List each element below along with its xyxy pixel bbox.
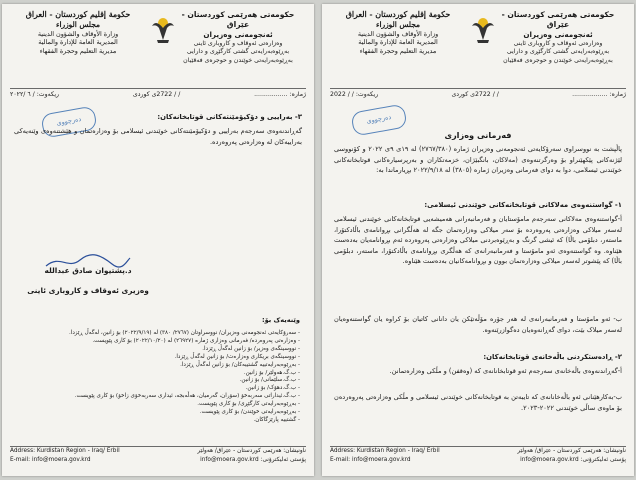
footer-email-en: E-mail: info@moera.gov.krd bbox=[330, 457, 411, 463]
list-item: - ب.گ.ئیداراتی سەربەخۆ (سۆران، گەرمیان، هەڵەبجە، ئیداری سەربەخۆی زاخۆ) بۆ کاری پێویست. bbox=[30, 393, 300, 401]
letterhead-line: مديرية التعليم وحجرة الفقهاء bbox=[39, 46, 117, 55]
issued-stamp: دەرچووی bbox=[40, 105, 97, 138]
list-item: - گشتییە پارێزگاکان. bbox=[30, 417, 300, 425]
letterhead-line: وەزارەتی ئەوقاف و کاروباری ئاینی bbox=[513, 40, 603, 47]
list-item: - بەڕێوەبەرایەتی خوێندن/ بۆ کاری پێویست. bbox=[30, 409, 300, 417]
list-item: - ب.گ.هەولێر/ بۆ زانین. bbox=[30, 370, 300, 378]
letterhead-line: حكومة إقليم كوردستان - العراق bbox=[25, 10, 131, 19]
issued-stamp: دەرچووی bbox=[350, 103, 407, 136]
page-footer bbox=[10, 446, 306, 470]
document-page-1 bbox=[322, 4, 634, 476]
footer-email-ku: پۆستی ئەلیکترۆنی: info@moera.gov.krd bbox=[200, 457, 306, 463]
letterhead-line: حکومەتی هەرێمی کوردستان - عێراق bbox=[181, 10, 295, 29]
list-item: - ب.گ.دهۆک/ بۆ زانین. bbox=[30, 385, 300, 393]
list-item: - سەرۆکایەتی ئەنجومەنی وەزیران/ نووسراوتان (٢٧٦٧/ ٣٨٠) لە (٢٠٢٢/٩/١٩) بۆ زانین، لەگەڵ ڕێزدا. bbox=[30, 330, 300, 338]
section-1-a: أ-گواستنەوەی مەلاکانی سەرجەم مامۆستایان و فەرمانبەرانی هەمیشەیی قوتابخانەکانی خوێندنی ئیسلامی لەسەر میلاکی وەزارەتی پەروەردە بۆ سەر میلاکی وەزارەتمان جگە لە هەڵگرانی بڕوانامەی باڵادکتۆرا، ماستەر، دبلۆمی باڵا) کە ئیشی گرنگ و بەڕێوەبردنی میلاکی وەزارەتی پەروەردە ئەم بڕوانامەیان بەدەست هێناوە. وە گواستنەوەی ئەو مامۆستا و فەرمانبەرانەی کە هەڵگری بڕوانامەی باڵادکتۆرا، ماستەر، دبلۆمی باڵا) کە پێشوتر لەسەر میلاکی وەزارەتمان بوون و بڕوانامەکانیان بەدەست هێناوە. bbox=[334, 215, 622, 266]
list-item: - بەڕێوەبەرایەتییە گشتییەکان/ بۆ زانین لەگەڵ ڕێزدا. bbox=[30, 362, 300, 370]
ref-date: ریکەوت: / / 2022 bbox=[330, 91, 379, 98]
kurdistan-emblem-icon bbox=[150, 14, 176, 44]
letterhead-line: مجلس الوزراء bbox=[56, 20, 100, 29]
section-3-title: ٣- بەراییی و دۆکیۆمێنتەکانی قوتابخانەکان: bbox=[157, 113, 302, 121]
document-page-2 bbox=[2, 4, 314, 476]
section-1-title: ١- گواستنەوەی مەلاکانی قوتابخانەکانی خوێندنی ئیسلامی: bbox=[424, 201, 622, 209]
list-item: - نووسینگەی وەزیر/ بۆ زانین لەگەڵ ڕێزدا. bbox=[30, 346, 300, 354]
signature-title: وەزیری ئەوقاف و کاروباری ئاینی bbox=[27, 286, 149, 295]
list-item: - نووسینگەی بریکاری وەزارەت/ بۆ زانین لەگەڵ ڕێزدا. bbox=[30, 354, 300, 362]
list-item: - ب.گ.سلێمانی/ بۆ زانین. bbox=[30, 377, 300, 385]
letterhead-line: بەڕێوەبەرایەتی گشتی کارگێڕی و دارایی bbox=[506, 48, 610, 56]
letterhead-line: حکومەتی هەرێمی کوردستان - عێراق bbox=[501, 10, 615, 29]
letterhead bbox=[322, 10, 634, 90]
footer-email-en: E-mail: info@moera.gov.krd bbox=[10, 457, 91, 463]
intro-paragraph: پاڵپشت بە نووسراوی سەرۆکایەتی ئەنجومەنی وەزیران ژمارە (٢٧٦٧/٣٨٠) لە ١٩ی ٩ی ٢٠٢٢ و کۆنووسی لێژنەکانی پێکهێنراو بۆ وەرگرتنەوەی (مەلاکان، بانگبێژان، خزمەتکاران و بەرپرسیارەکانی قوتابخانەکانی خوێندنی ئیسلامی، دوا بە دوای فەرمانی وەزیران ژمارە (٣٨٠٥) لە ٢٠٢٢/٩/١٨ بڕیارماندا بە: bbox=[334, 145, 622, 175]
letterhead-line: وزارة الأوقاف والشؤون الدينية bbox=[37, 30, 119, 38]
signature-name: د.پشتیوان صادق عبداللە bbox=[44, 266, 132, 275]
list-item: - وەزارەتی پەروەردە/ فەرمانی وەزاری ژمارە (٢٦٩٢٧) لە (٢٠٢٢/١٠/٢٠) بۆ کاری پێویست. bbox=[30, 338, 300, 346]
page-title: فەرمانی وەزاری bbox=[444, 130, 512, 140]
reference-row bbox=[330, 88, 626, 102]
letterhead-kurdish bbox=[492, 10, 624, 65]
ref-number: ژمارە: .................. bbox=[572, 91, 626, 98]
cc-list bbox=[30, 330, 300, 425]
footer-address-ku: ناونیشان: هەرێمی کوردستان - عێراق/ هەولێر bbox=[517, 448, 626, 454]
letterhead-line: ئەنجومەنی وەزیران bbox=[203, 30, 273, 39]
section-1-b: ب- ئەو مامۆستا و فەرمانبەرانەی لە هەر جۆرە مۆڵەتێکن یان دانانی کاتیان بۆ کراوە یان گواستنەوەیان لەسەر میلاک بێت، دوای گەڕانەوەیان دەگوازرێنەوە. bbox=[334, 315, 622, 334]
letterhead-arabic bbox=[12, 10, 144, 55]
letterhead-line: وەزارەتی ئەوقاف و کاروباری ئاینی bbox=[193, 40, 283, 47]
list-item: - بەڕێوەبەرایەتی کارگێڕی/ بۆ کاری پێویست. bbox=[30, 401, 300, 409]
letterhead-line: مجلس الوزراء bbox=[376, 20, 420, 29]
footer-address-ku: ناونیشان: هەرێمی کوردستان - عێراق/ هەولێر bbox=[197, 448, 306, 454]
ref-number: ژمارە: ................. bbox=[254, 91, 306, 98]
section-2-a: أ-گەڕاندنەوەی باڵەخانەی سەرجەم ئەو قوتابخانانەی کە (وەقفن) و مڵکی وەزارەتمانن. bbox=[389, 367, 622, 375]
letterhead-line: بەڕێوەبەرایەتی خوێندن و حوجرەی فەقێیان bbox=[183, 56, 293, 64]
ref-date-kurdi: / / 2722ی کوردی bbox=[451, 91, 499, 98]
letterhead-kurdish bbox=[172, 10, 304, 65]
letterhead-line: بەڕێوەبەرایەتی خوێندن و حوجرەی فەقێیان bbox=[503, 56, 613, 64]
ref-date: ریکەوت: / ٦ /٢٠٢٢ bbox=[10, 91, 60, 98]
letterhead-line: حكومة إقليم كوردستان - العراق bbox=[345, 10, 451, 19]
ref-date-kurdi: / / 2722ی کوردی bbox=[132, 91, 181, 98]
letterhead-line: المديرية العامة للإدارة والمالية bbox=[38, 38, 118, 47]
letterhead-line: بەڕێوەبەرایەتی گشتی کارگێڕی و دارایی bbox=[186, 48, 290, 56]
footer-address-en: Address: Kurdistan Region - Iraq/ Erbil bbox=[10, 448, 120, 454]
letterhead-line: مديرية التعليم وحجرة الفقهاء bbox=[359, 46, 437, 55]
footer-email-ku: پۆستی ئەلیکترۆنی: info@moera.gov.krd bbox=[520, 457, 626, 463]
cc-title: وێنەیەک بۆ: bbox=[261, 316, 300, 324]
letterhead-arabic bbox=[332, 10, 464, 55]
letterhead-line: وزارة الأوقاف والشؤون الدينية bbox=[357, 30, 439, 38]
section-3-body: گەڕاندنەوەی سەرجەم بەراییی و دۆکیۆمێنتەکانی خوێندنی ئیسلامی بۆ وەزارەتمان و هێشتنەوەی وێنەیەکی بەراییەکان لە وەزارەتی پەروەردە. bbox=[14, 127, 302, 146]
letterhead bbox=[2, 10, 314, 90]
section-2-title: ٢- ڕادەستکردنی باڵەخانەی قوتابخانەکان: bbox=[483, 353, 622, 361]
section-2-b: ب-بەکارهێنانی ئەو باڵەخانانەی کە تایبەتن بە قوتابخانەکانی خوێندنی ئیسلامی و مڵکی وەزارەتی پەروەردەن بۆ ماوەی ساڵی خوێندنی ٢٠٢٢-٢٠٢٣. bbox=[334, 393, 622, 412]
footer-address-en: Address: Kurdistan Region - Iraq/ Erbil bbox=[330, 448, 440, 454]
page-footer bbox=[330, 446, 626, 470]
kurdistan-emblem-icon bbox=[470, 14, 496, 44]
letterhead-line: ئەنجومەنی وەزیران bbox=[523, 30, 593, 39]
letterhead-line: المديرية العامة للإدارة والمالية bbox=[358, 38, 438, 47]
reference-row bbox=[10, 88, 306, 102]
